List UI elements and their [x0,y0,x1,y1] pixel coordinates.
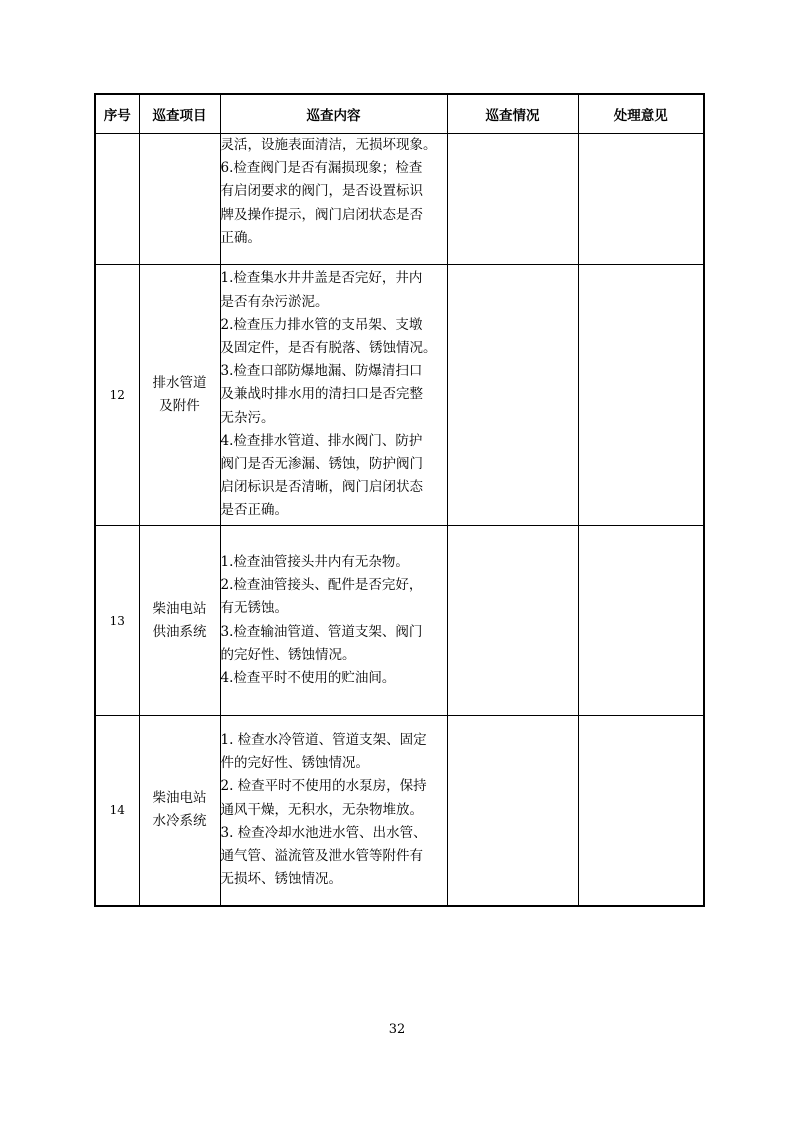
content-line: 灵活，设施表面清洁，无损坏现象。 [220,137,437,153]
row-item-name [139,716,220,906]
item-name-line: 水冷系统 [152,813,207,830]
content-line: 无损坏、锈蚀情况。 [220,871,342,888]
row-inspection-status [447,265,578,526]
table-row [95,134,704,265]
item-name-line: 排水管道 [152,375,207,391]
header-opinion: 处理意见 [578,94,704,134]
content-line: 的完好性、锈蚀情况。 [220,646,356,663]
header-content: 巡查内容 [220,94,447,134]
content-line: 1.检查集水井井盖是否完好，井内 [220,270,423,287]
content-line: 2. 检查平时不使用的水泵房，保持 [220,778,427,795]
content-line: 阀门是否无渗漏、锈蚀，防护阀门 [220,456,423,472]
content-line: 有无锈蚀。 [220,600,288,617]
content-line: 是否有杂污淤泥。 [220,293,329,310]
content-line: 4.检查平时不使用的贮油间。 [220,669,396,686]
row-inspection-status [447,134,578,265]
content-line: 4.检查排水管道、排水阀门、防护 [220,432,423,449]
content-line: 有启闭要求的阀门，是否设置标识 [220,183,423,200]
header-item: 巡查项目 [139,94,220,134]
header-index: 序号 [95,94,139,134]
row-handling-opinion [578,265,704,526]
row-inspection-content [220,265,447,526]
inspection-table [94,93,705,907]
row-handling-opinion [578,134,704,265]
item-name-line: 柴油电站 [152,600,207,617]
content-line: 件的完好性、锈蚀情况。 [220,755,369,772]
content-line: 3.检查口部防爆地漏、防爆清扫口 [220,363,423,380]
item-name-line: 及附件 [159,398,200,414]
row-index [95,134,139,265]
row-index: 12 [95,265,139,526]
row-item-name [139,526,220,716]
content-line: 是否正确。 [220,502,288,519]
row-inspection-content [220,716,447,906]
row-index: 14 [95,716,139,906]
row-handling-opinion [578,716,704,906]
row-inspection-content [220,134,447,265]
table-row [95,265,704,526]
content-line: 3. 检查冷却水池进水管、出水管、 [220,824,427,841]
row-index: 13 [95,526,139,716]
row-item-name [139,265,220,526]
content-line: 无杂污。 [220,409,275,426]
content-line: 2.检查油管接头、配件是否完好， [220,577,423,594]
row-handling-opinion [578,526,704,716]
content-line: 及固定件，是否有脱落、锈蚀情况。 [220,339,437,356]
content-line: 通气管、溢流管及泄水管等附件有 [220,848,423,865]
header-status: 巡查情况 [447,94,578,134]
content-line: 及兼战时排水用的清扫口是否完整 [220,386,423,403]
row-inspection-status [447,716,578,906]
content-line: 牌及操作提示，阀门启闭状态是否 [220,206,423,223]
content-line: 启闭标识是否清晰，阀门启闭状态 [220,479,423,496]
content-line: 1.检查油管接头井内有无杂物。 [220,553,409,570]
content-line: 2.检查压力排水管的支吊架、支墩 [220,316,423,333]
content-line: 3.检查输油管道、管道支架、阀门 [220,623,423,640]
content-line: 正确。 [220,229,261,246]
item-name-line: 供油系统 [152,623,207,640]
item-name-line: 柴油电站 [152,790,207,807]
content-line: 1. 检查水冷管道、管道支架、固定 [220,732,427,749]
content-line: 通风干燥，无积水，无杂物堆放。 [220,801,423,818]
row-inspection-content [220,526,447,716]
row-inspection-status [447,526,578,716]
row-item-name [139,134,220,265]
table-row [95,716,704,906]
content-line: 6.检查阀门是否有漏损现象；检查 [220,160,423,177]
table-header-row [95,94,704,134]
table-row [95,526,704,716]
page-number: 32 [388,1022,406,1037]
